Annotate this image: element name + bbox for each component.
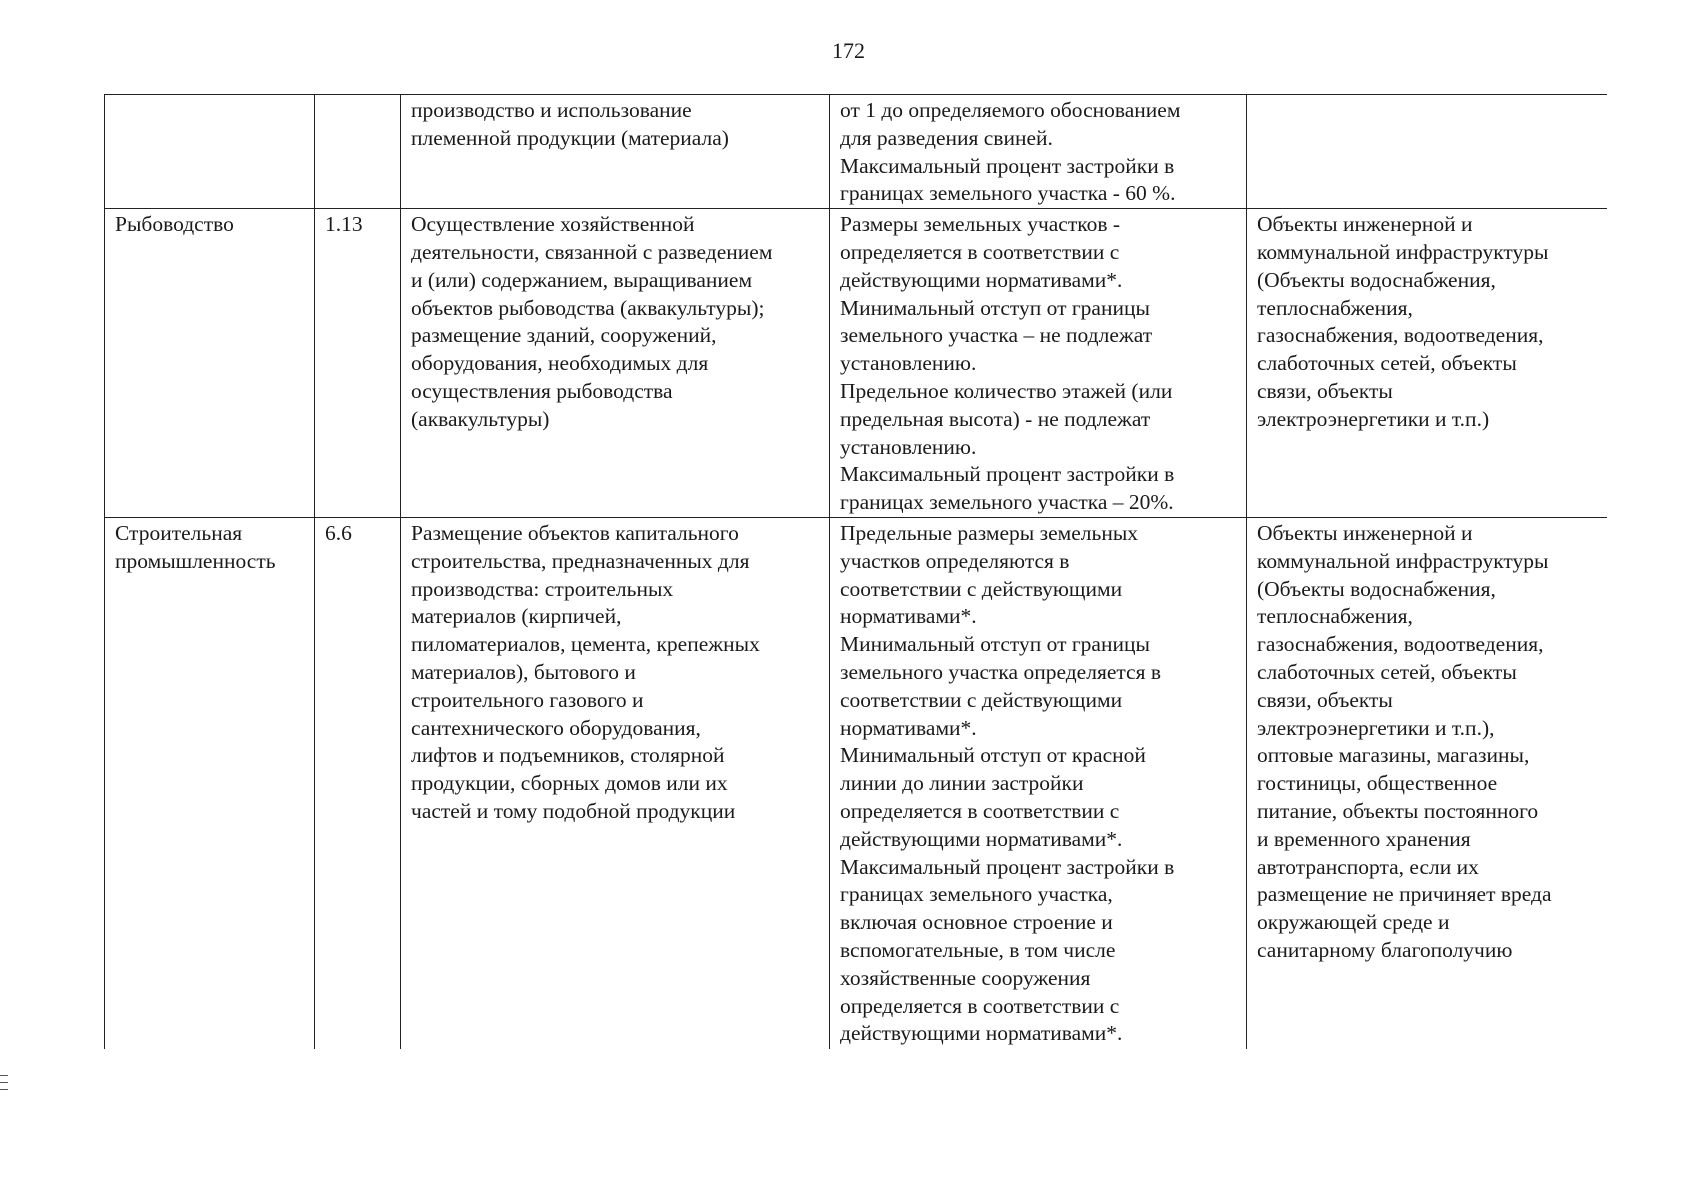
use-name-cell — [105, 95, 315, 209]
zoning-table-wrapper — [104, 94, 1607, 1049]
parameters-cell: Предельные размеры земельных участков определяются в соответствии с действующими нормативами*. Минимальный отступ от границы земельного участка определяется в соответствии с действующими нормативами*. Минимальный отступ от красной линии до линии застройки определяется в соответствии с действующими нормативами*. Максимальный процент застройки в границах земельного участка, включая основное строение и вспомогательные, в том числе хозяйственные сооружения определяется в соответствии с действующими нормативами*. — [830, 517, 1247, 1049]
auxiliary-use-cell — [1247, 95, 1608, 209]
scan-margin-mark — [0, 1075, 8, 1101]
description-cell: производство и использование племенной продукции (материала) — [401, 95, 830, 209]
table-row — [105, 209, 1608, 518]
page-number: 172 — [832, 38, 865, 63]
description-cell: Осуществление хозяйственной деятельности, связанной с разведением и (или) содержанием, выращиванием объектов рыбоводства (аквакультуры); размещение зданий, сооружений, оборудования, необходимых для осуществления рыбоводства (аквакультуры) — [401, 209, 830, 518]
use-name-cell: Рыбоводство — [105, 209, 315, 518]
code-cell — [315, 95, 401, 209]
use-name-cell: Строительная промышленность — [105, 517, 315, 1049]
table-row — [105, 517, 1608, 1049]
description-cell: Размещение объектов капитального строительства, предназначенных для производства: строительных материалов (кирпичей, пиломатериалов, цемента, крепежных материалов), бытового и строительного газового и сантехнического оборудования, лифтов и подъемников, столярной продукции, сборных домов или их частей и тому подобной продукции — [401, 517, 830, 1049]
table-row — [105, 95, 1608, 209]
auxiliary-use-cell: Объекты инженерной и коммунальной инфраструктуры (Объекты водоснабжения, теплоснабжения, газоснабжения, водоотведения, слаботочных сетей, объекты связи, объекты электроэнергетики и т.п.), оптовые магазины, магазины, гостиницы, общественное питание, объекты постоянного и временного хранения автотранспорта, если их размещение не причиняет вреда окружающей среде и санитарному благополучию — [1247, 517, 1608, 1049]
parameters-cell: от 1 до определяемого обоснованием для разведения свиней. Максимальный процент застройки в границах земельного участка - 60 %. — [830, 95, 1247, 209]
parameters-cell: Размеры земельных участков - определяется в соответствии с действующими нормативами*. Минимальный отступ от границы земельного участка – не подлежат установлению. Предельное количество этажей (или предельная высота) - не подлежат установлению. Максимальный процент застройки в границах земельного участка – 20%. — [830, 209, 1247, 518]
auxiliary-use-cell: Объекты инженерной и коммунальной инфраструктуры (Объекты водоснабжения, теплоснабжения, газоснабжения, водоотведения, слаботочных сетей, объекты связи, объекты электроэнергетики и т.п.) — [1247, 209, 1608, 518]
code-cell: 1.13 — [315, 209, 401, 518]
code-cell: 6.6 — [315, 517, 401, 1049]
zoning-table — [104, 94, 1607, 1049]
